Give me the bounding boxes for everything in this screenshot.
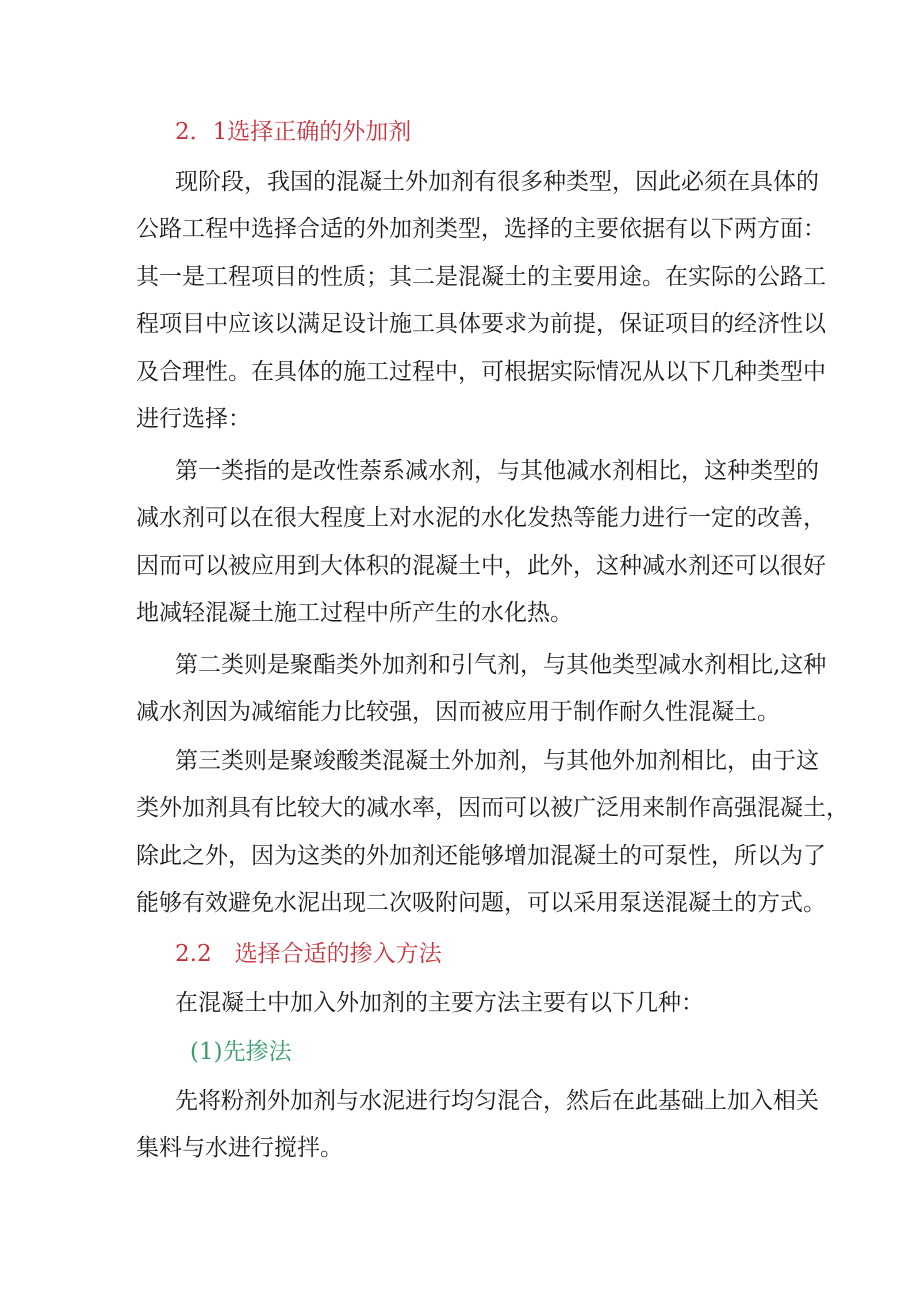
subheading-pre-mixing: (1)先掺法 xyxy=(190,1039,292,1065)
paragraph-4-line-2: 类外加剂具有比较大的减水率，因而可以被广泛用来制作高强混凝土， xyxy=(136,795,849,821)
paragraph-2-line-3: 因而可以被应用到大体积的混凝土中，此外，这种减水剂还可以很好 xyxy=(136,553,826,579)
paragraph-1-line-3: 其一是工程项目的性质；其二是混凝土的主要用途。在实际的公路工 xyxy=(136,264,826,290)
paragraph-2-line-2: 减水剂可以在很大程度上对水泥的水化发热等能力进行一定的改善， xyxy=(136,505,826,531)
paragraph-3-line-1: 第二类则是聚酯类外加剂和引气剂，与其他类型减水剂相比,这种 xyxy=(175,652,827,678)
section-heading-2-1: 2．1选择正确的外加剂 xyxy=(175,119,412,145)
paragraph-3-line-2: 减水剂因为减缩能力比较强，因而被应用于制作耐久性混凝土。 xyxy=(136,699,780,725)
paragraph-4-line-4: 能够有效避免水泥出现二次吸附问题，可以采用泵送混凝土的方式。 xyxy=(136,890,826,916)
pre-mixing-line-1: 先将粉剂外加剂与水泥进行均匀混合，然后在此基础上加入相关 xyxy=(175,1088,819,1114)
paragraph-1-line-2: 公路工程中选择合适的外加剂类型，选择的主要依据有以下两方面： xyxy=(136,216,826,242)
paragraph-1-line-1: 现阶段，我国的混凝土外加剂有很多种类型，因此必须在具体的 xyxy=(175,169,819,195)
paragraph-2-line-1: 第一类指的是改性萘系减水剂，与其他减水剂相比，这种类型的 xyxy=(175,458,819,484)
section-heading-2-2: 2.2 选择合适的掺入方法 xyxy=(175,941,442,967)
paragraph-4-line-3: 除此之外，因为这类的外加剂还能够增加混凝土的可泵性，所以为了 xyxy=(136,843,826,869)
paragraph-2-line-4: 地减轻混凝土施工过程中所产生的水化热。 xyxy=(136,600,573,626)
paragraph-1-line-5: 及合理性。在具体的施工过程中，可根据实际情况从以下几种类型中 xyxy=(136,359,826,385)
paragraph-4-line-1: 第三类则是聚竣酸类混凝土外加剂，与其他外加剂相比，由于这 xyxy=(175,748,819,774)
section-2-2-intro: 在混凝土中加入外加剂的主要方法主要有以下几种： xyxy=(175,990,704,1016)
paragraph-1-line-4: 程项目中应该以满足设计施工具体要求为前提，保证项目的经济性以 xyxy=(136,311,826,337)
paragraph-1-line-6: 进行选择： xyxy=(136,406,251,432)
pre-mixing-line-2: 集料与水进行搅拌。 xyxy=(136,1135,343,1161)
